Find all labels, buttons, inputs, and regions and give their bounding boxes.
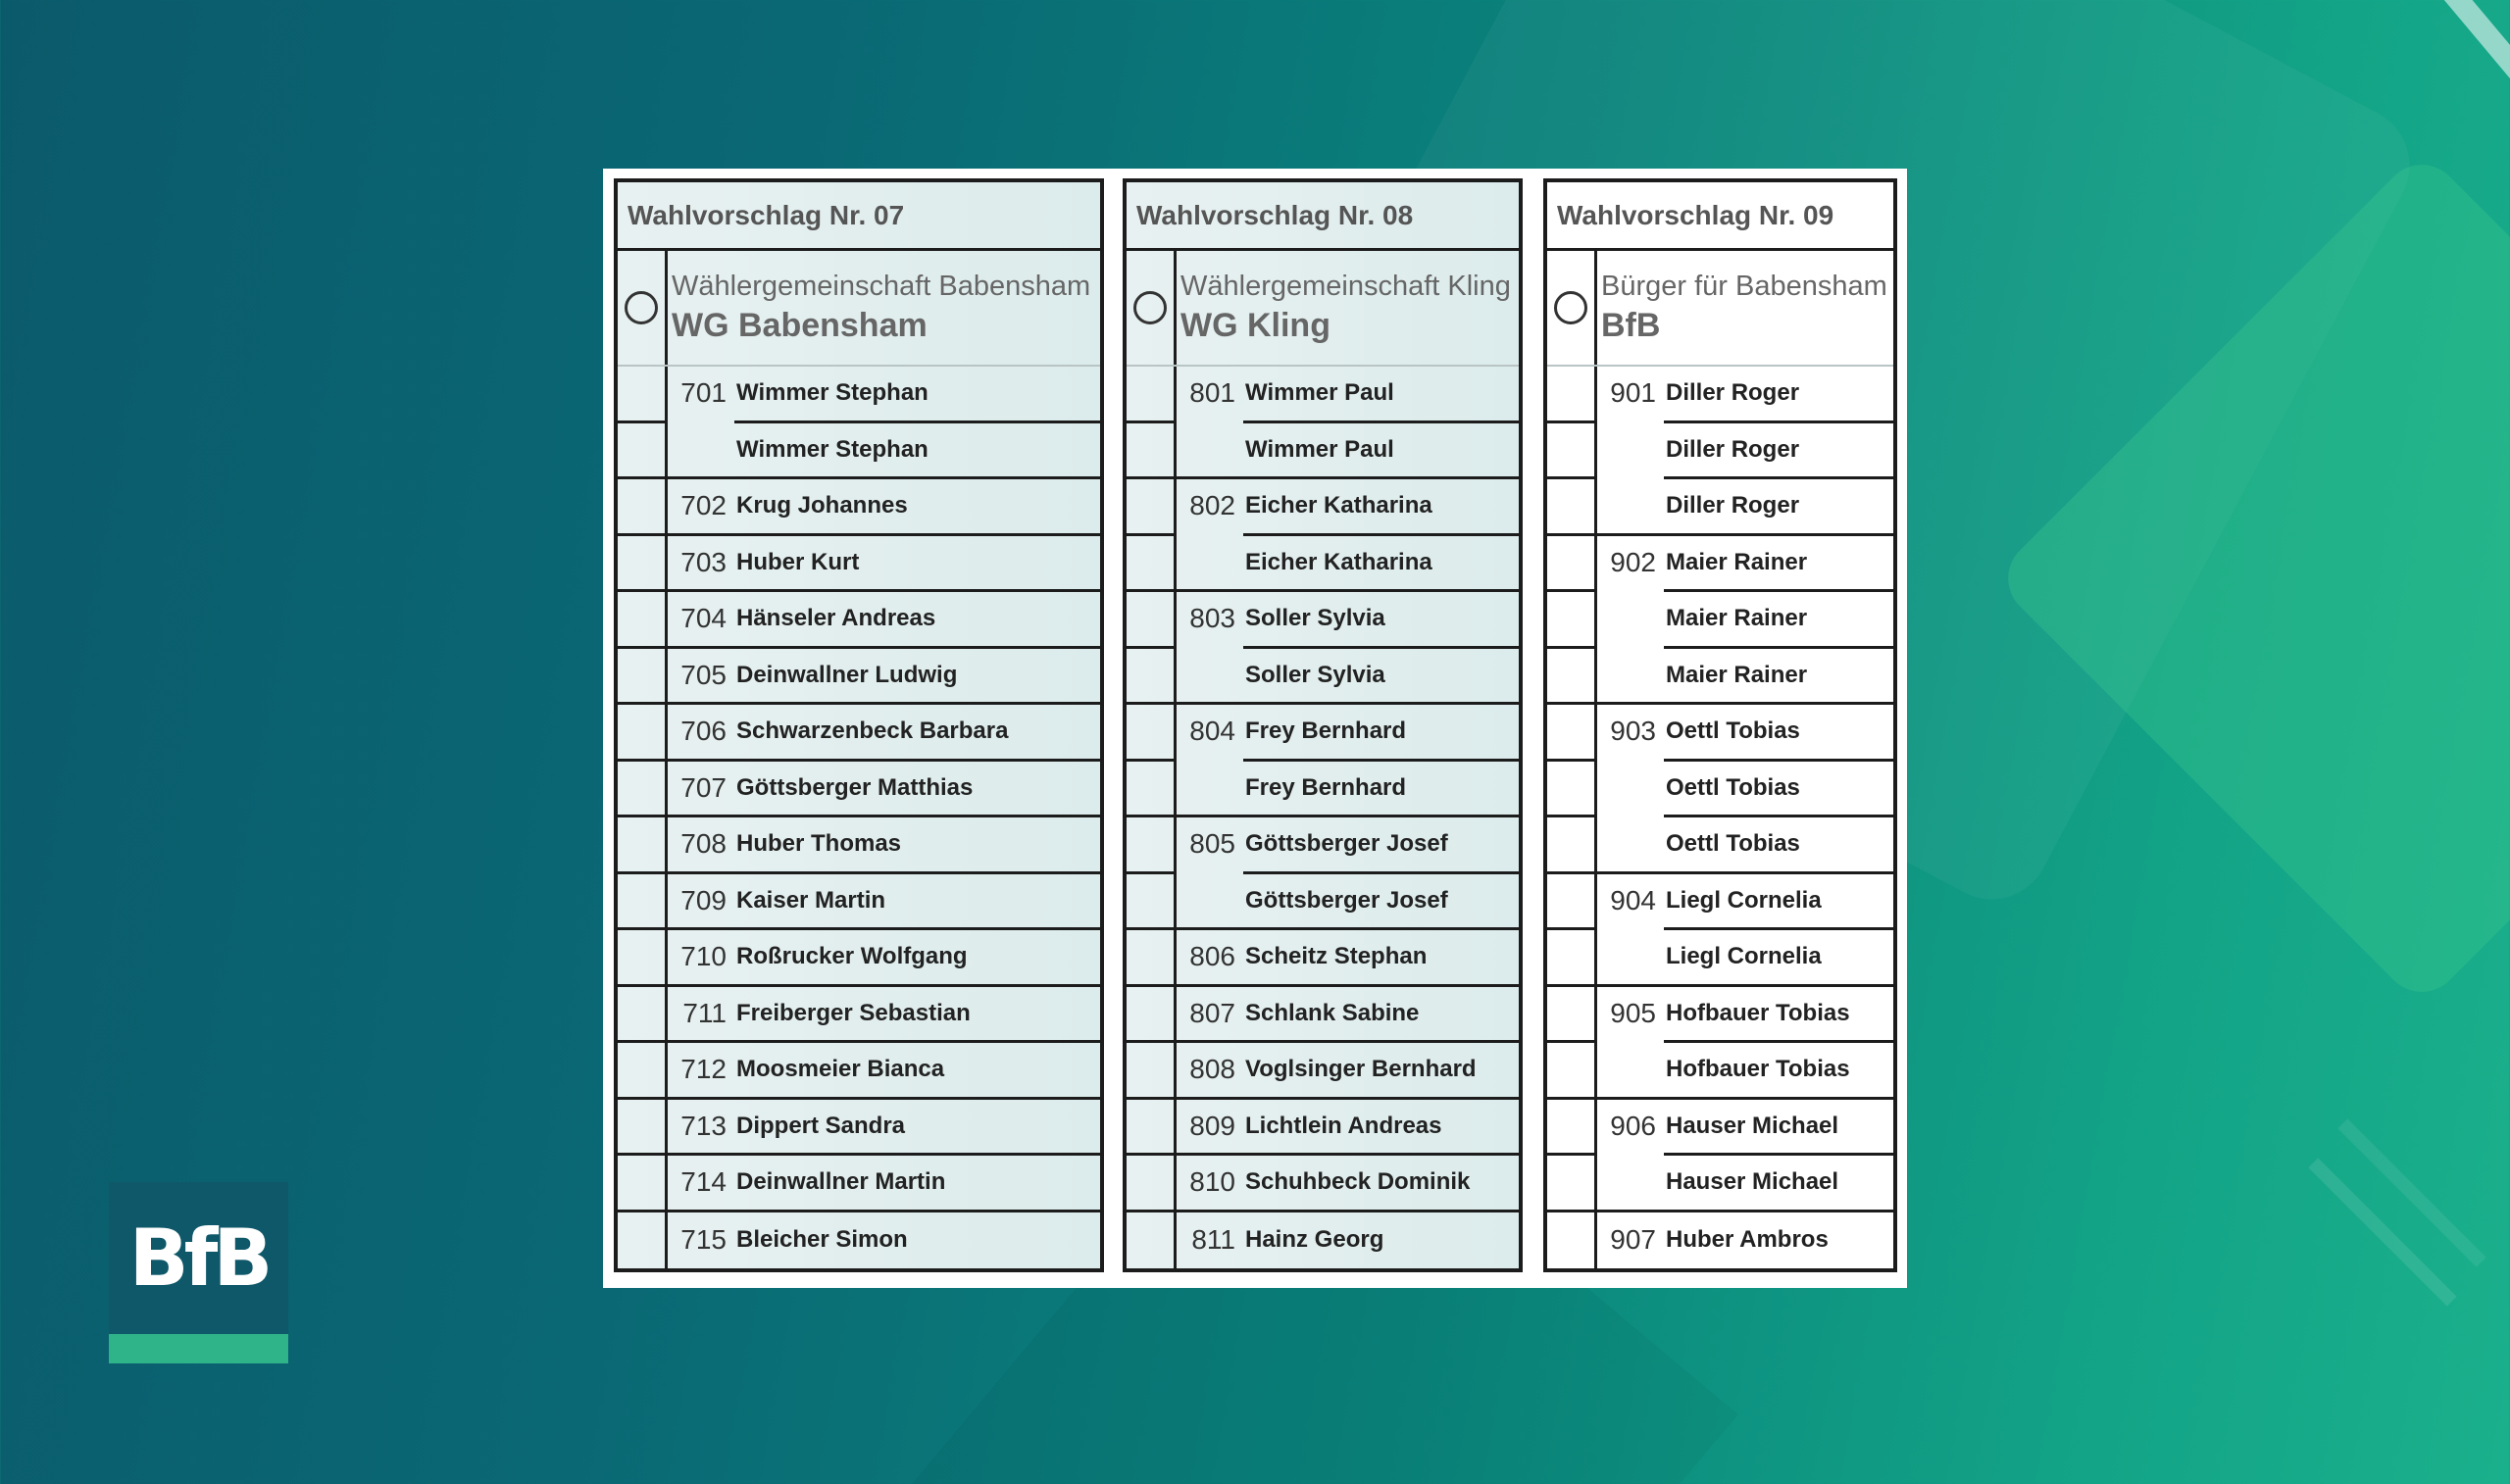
candidate-row <box>1547 987 1893 1044</box>
candidate-number <box>1597 1043 1664 1100</box>
party-name: Wählergemeinschaft Kling <box>1180 271 1511 302</box>
party-short-name: BfB <box>1601 307 1661 344</box>
candidate-name: Frey Bernhard <box>1243 705 1519 762</box>
candidate-number <box>1177 423 1243 480</box>
candidate-row <box>1547 423 1893 480</box>
candidate-vote-box[interactable] <box>1547 423 1597 480</box>
background-stripe <box>2423 0 2510 139</box>
party-text <box>668 251 1090 365</box>
candidate-number <box>1597 592 1664 649</box>
candidate-row <box>1547 874 1893 931</box>
candidate-vote-box[interactable] <box>1127 1156 1177 1212</box>
candidate-vote-box[interactable] <box>1547 649 1597 706</box>
candidate-number: 705 <box>668 649 734 706</box>
candidate-name: Oettl Tobias <box>1664 762 1893 818</box>
candidate-number: 907 <box>1610 1224 1656 1256</box>
candidate-vote-box[interactable] <box>1547 367 1597 423</box>
candidate-number: 805 <box>1189 828 1235 860</box>
candidate-row <box>1547 1156 1893 1212</box>
candidate-vote-box[interactable] <box>1127 705 1177 762</box>
candidate-number: 714 <box>668 1156 734 1212</box>
background-stripe <box>2308 1158 2456 1306</box>
candidate-number <box>1597 423 1664 480</box>
candidate-name: Maier Rainer <box>1664 536 1893 593</box>
ballot-image <box>603 169 1907 1288</box>
candidate-vote-box[interactable] <box>1127 423 1177 480</box>
party-text <box>1177 251 1511 365</box>
party-row <box>1547 251 1893 367</box>
candidate-vote-box[interactable] <box>1127 1212 1177 1269</box>
candidate-vote-box[interactable] <box>618 1043 668 1100</box>
candidate-number: 710 <box>668 930 734 987</box>
candidate-number: 802 <box>1189 490 1235 521</box>
candidate-name: Freiberger Sebastian <box>734 987 1100 1044</box>
candidate-row <box>1127 649 1519 706</box>
candidate-number <box>1597 1156 1664 1212</box>
candidate-name: Oettl Tobias <box>1664 817 1893 874</box>
candidate-name: Hainz Georg <box>1245 1226 1384 1254</box>
candidate-row <box>1127 874 1519 931</box>
candidate-row <box>618 1212 1100 1269</box>
candidate-number: 804 <box>1189 716 1235 747</box>
candidate-number <box>668 423 734 480</box>
candidate-row <box>1127 423 1519 480</box>
candidate-number <box>1177 536 1243 593</box>
candidate-row <box>1127 817 1519 874</box>
candidate-name: Göttsberger Josef <box>1243 817 1519 874</box>
candidate-row <box>1127 367 1519 423</box>
candidate-vote-box[interactable] <box>618 930 668 987</box>
candidate-vote-box[interactable] <box>1127 987 1177 1044</box>
candidate-name: Huber Thomas <box>734 817 1100 874</box>
candidate-vote-box[interactable] <box>1547 592 1597 649</box>
candidate-number <box>1597 649 1664 706</box>
candidate-vote-box[interactable] <box>1127 479 1177 536</box>
candidate-name: Frey Bernhard <box>1243 762 1519 818</box>
candidate-number: 906 <box>1610 1110 1656 1141</box>
candidate-row <box>618 1100 1100 1157</box>
party-vote-circle[interactable] <box>625 291 658 324</box>
candidate-vote-box[interactable] <box>1547 874 1597 931</box>
candidate-row <box>1547 1212 1893 1269</box>
candidate-name: Diller Roger <box>1664 423 1893 480</box>
candidate-number: 701 <box>680 377 727 409</box>
candidate-number: 810 <box>1177 1156 1243 1212</box>
candidate-name: Hofbauer Tobias <box>1664 1043 1893 1100</box>
logo-mark <box>109 1182 288 1334</box>
candidate-vote-box[interactable] <box>1127 1043 1177 1100</box>
candidate-name: Scheitz Stephan <box>1243 930 1519 987</box>
candidate-number <box>1177 649 1243 706</box>
candidate-vote-box[interactable] <box>1127 1100 1177 1157</box>
party-short-name: WG Kling <box>1180 307 1330 344</box>
candidate-number: 708 <box>668 817 734 874</box>
candidate-row <box>1547 1043 1893 1100</box>
party-short-name: WG Babensham <box>672 307 928 344</box>
candidate-number: 713 <box>668 1100 734 1157</box>
candidate-vote-box[interactable] <box>1127 762 1177 818</box>
candidate-name: Göttsberger Josef <box>1243 874 1519 931</box>
candidate-row <box>1547 817 1893 874</box>
candidate-vote-box[interactable] <box>1127 874 1177 931</box>
candidate-number <box>1597 930 1664 987</box>
candidate-vote-box[interactable] <box>1547 817 1597 874</box>
candidate-row <box>1547 930 1893 987</box>
candidate-row <box>618 592 1100 649</box>
candidate-vote-box[interactable] <box>1547 1212 1597 1269</box>
candidate-name: Moosmeier Bianca <box>734 1043 1100 1100</box>
candidate-row <box>618 1156 1100 1212</box>
candidate-vote-box[interactable] <box>618 1156 668 1212</box>
candidate-name: Maier Rainer <box>1664 592 1893 649</box>
candidate-row <box>618 987 1100 1044</box>
candidate-row <box>1127 592 1519 649</box>
candidate-vote-box[interactable] <box>1127 649 1177 706</box>
candidate-name: Liegl Cornelia <box>1664 874 1893 931</box>
candidate-name: Huber Kurt <box>734 536 1100 593</box>
party-vote-cell[interactable] <box>618 251 668 365</box>
candidate-list <box>618 367 1100 1268</box>
candidate-name: Liegl Cornelia <box>1664 930 1893 987</box>
candidate-name: Krug Johannes <box>734 479 1100 536</box>
candidate-row <box>618 762 1100 818</box>
candidate-number: 801 <box>1189 377 1235 409</box>
candidate-number: 901 <box>1610 377 1656 409</box>
candidate-name: Soller Sylvia <box>1243 649 1519 706</box>
candidate-vote-box[interactable] <box>1547 1100 1597 1157</box>
candidate-row <box>1127 479 1519 536</box>
candidate-name: Schlank Sabine <box>1243 987 1519 1044</box>
candidate-name: Voglsinger Bernhard <box>1243 1043 1519 1100</box>
candidate-row <box>618 705 1100 762</box>
column-header: Wahlvorschlag Nr. 07 <box>618 182 1100 251</box>
candidate-vote-box[interactable] <box>1127 930 1177 987</box>
candidate-vote-box[interactable] <box>618 536 668 593</box>
party-name: Bürger für Babensham <box>1601 271 1887 302</box>
candidate-number: 809 <box>1177 1100 1243 1157</box>
candidate-name: Roßrucker Wolfgang <box>734 930 1100 987</box>
candidate-number <box>1597 817 1664 874</box>
candidate-name: Lichtlein Andreas <box>1243 1100 1519 1157</box>
candidate-name: Schwarzenbeck Barbara <box>734 705 1100 762</box>
candidate-name: Oettl Tobias <box>1664 705 1893 762</box>
candidate-vote-box[interactable] <box>1547 762 1597 818</box>
candidate-name: Eicher Katharina <box>1243 479 1519 536</box>
column-header: Wahlvorschlag Nr. 08 <box>1127 182 1519 251</box>
candidate-row <box>1547 592 1893 649</box>
candidate-row <box>1127 1156 1519 1212</box>
candidate-row <box>1127 930 1519 987</box>
candidate-row <box>1127 536 1519 593</box>
candidate-name: Diller Roger <box>1664 479 1893 536</box>
candidate-vote-box[interactable] <box>1547 987 1597 1044</box>
candidate-number: 707 <box>668 762 734 818</box>
party-name: Wählergemeinschaft Babensham <box>672 271 1091 302</box>
candidate-name: Hauser Michael <box>1664 1100 1893 1157</box>
candidate-number <box>1597 762 1664 818</box>
candidate-row <box>618 367 1100 423</box>
candidate-number: 808 <box>1177 1043 1243 1100</box>
candidate-vote-box[interactable] <box>618 1100 668 1157</box>
candidate-row <box>1127 705 1519 762</box>
candidate-vote-box[interactable] <box>618 874 668 931</box>
candidate-number: 811 <box>1191 1224 1235 1256</box>
candidate-name: Wimmer Paul <box>1243 367 1519 423</box>
candidate-name: Deinwallner Martin <box>734 1156 1100 1212</box>
candidate-vote-box[interactable] <box>1127 367 1177 423</box>
candidate-row <box>1127 1212 1519 1269</box>
candidate-vote-box[interactable] <box>1127 536 1177 593</box>
ballot-column-07 <box>614 178 1104 1272</box>
candidate-number <box>1177 762 1243 818</box>
candidate-name: Eicher Katharina <box>1243 536 1519 593</box>
candidate-vote-box[interactable] <box>618 649 668 706</box>
candidate-vote-box[interactable] <box>1547 479 1597 536</box>
candidate-list <box>1127 367 1519 1268</box>
candidate-vote-box[interactable] <box>1127 592 1177 649</box>
candidate-row <box>618 649 1100 706</box>
candidate-row <box>1127 1043 1519 1100</box>
candidate-row <box>1547 536 1893 593</box>
candidate-vote-box[interactable] <box>1547 1043 1597 1100</box>
candidate-row <box>1127 1100 1519 1157</box>
candidate-vote-box[interactable] <box>618 817 668 874</box>
ballot-column-08 <box>1123 178 1523 1272</box>
candidate-row <box>618 874 1100 931</box>
party-row <box>618 251 1100 367</box>
candidate-list <box>1547 367 1893 1268</box>
candidate-vote-box[interactable] <box>618 367 668 423</box>
candidate-row <box>618 1043 1100 1100</box>
candidate-vote-box[interactable] <box>1547 1156 1597 1212</box>
party-text <box>1597 251 1887 365</box>
candidate-vote-box[interactable] <box>618 987 668 1044</box>
candidate-name: Deinwallner Ludwig <box>734 649 1100 706</box>
candidate-number: 803 <box>1189 603 1235 634</box>
candidate-number: 715 <box>680 1224 727 1256</box>
candidate-number: 702 <box>668 479 734 536</box>
candidate-row <box>1547 1100 1893 1157</box>
candidate-name: Huber Ambros <box>1666 1226 1829 1254</box>
candidate-name: Kaiser Martin <box>734 874 1100 931</box>
ballot-column-09 <box>1543 178 1897 1272</box>
candidate-number: 703 <box>668 536 734 593</box>
candidate-name: Diller Roger <box>1664 367 1893 423</box>
candidate-number: 711 <box>668 987 734 1044</box>
candidate-row <box>1547 367 1893 423</box>
party-vote-circle[interactable] <box>1554 291 1587 324</box>
candidate-row <box>618 423 1100 480</box>
candidate-number: 806 <box>1177 930 1243 987</box>
candidate-number: 712 <box>668 1043 734 1100</box>
candidate-number: 905 <box>1610 997 1656 1028</box>
candidate-number: 706 <box>668 705 734 762</box>
candidate-number: 902 <box>1610 546 1656 577</box>
candidate-row <box>1127 987 1519 1044</box>
candidate-row <box>618 817 1100 874</box>
candidate-name: Bleicher Simon <box>736 1226 908 1254</box>
candidate-row <box>618 930 1100 987</box>
candidate-number <box>1597 479 1664 536</box>
candidate-name: Wimmer Stephan <box>734 423 1100 480</box>
candidate-number: 709 <box>668 874 734 931</box>
candidate-name: Wimmer Paul <box>1243 423 1519 480</box>
candidate-number: 704 <box>668 592 734 649</box>
candidate-number: 807 <box>1177 987 1243 1044</box>
candidate-vote-box[interactable] <box>1547 930 1597 987</box>
candidate-row <box>1547 479 1893 536</box>
logo-text: BfB <box>128 1212 269 1304</box>
candidate-vote-box[interactable] <box>618 479 668 536</box>
candidate-number <box>1177 874 1243 931</box>
candidate-name: Schuhbeck Dominik <box>1243 1156 1519 1212</box>
party-row <box>1127 251 1519 367</box>
candidate-name: Soller Sylvia <box>1243 592 1519 649</box>
column-header: Wahlvorschlag Nr. 09 <box>1547 182 1893 251</box>
candidate-vote-box[interactable] <box>618 1212 668 1269</box>
candidate-vote-box[interactable] <box>618 592 668 649</box>
candidate-name: Hauser Michael <box>1664 1156 1893 1212</box>
candidate-name: Hänseler Andreas <box>734 592 1100 649</box>
party-vote-cell[interactable] <box>1127 251 1177 365</box>
candidate-vote-box[interactable] <box>618 705 668 762</box>
candidate-name: Hofbauer Tobias <box>1664 987 1893 1044</box>
candidate-vote-box[interactable] <box>1547 536 1597 593</box>
candidate-row <box>618 479 1100 536</box>
background-shape <box>1992 149 2510 1009</box>
candidate-vote-box[interactable] <box>618 762 668 818</box>
candidate-vote-box[interactable] <box>618 423 668 480</box>
candidate-vote-box[interactable] <box>1127 817 1177 874</box>
candidate-name: Wimmer Stephan <box>734 367 1100 423</box>
candidate-number: 904 <box>1610 884 1656 915</box>
candidate-name: Maier Rainer <box>1664 649 1893 706</box>
party-vote-circle[interactable] <box>1133 291 1167 324</box>
logo-bar <box>109 1334 288 1363</box>
candidate-number: 903 <box>1610 716 1656 747</box>
candidate-vote-box[interactable] <box>1547 705 1597 762</box>
candidate-name: Dippert Sandra <box>734 1100 1100 1157</box>
candidate-row <box>1547 705 1893 762</box>
party-vote-cell[interactable] <box>1547 251 1597 365</box>
background-stripe <box>2337 1118 2485 1266</box>
candidate-row <box>618 536 1100 593</box>
candidate-row <box>1547 762 1893 818</box>
candidate-row <box>1547 649 1893 706</box>
bfb-logo <box>109 1182 288 1363</box>
candidate-name: Göttsberger Matthias <box>734 762 1100 818</box>
candidate-row <box>1127 762 1519 818</box>
